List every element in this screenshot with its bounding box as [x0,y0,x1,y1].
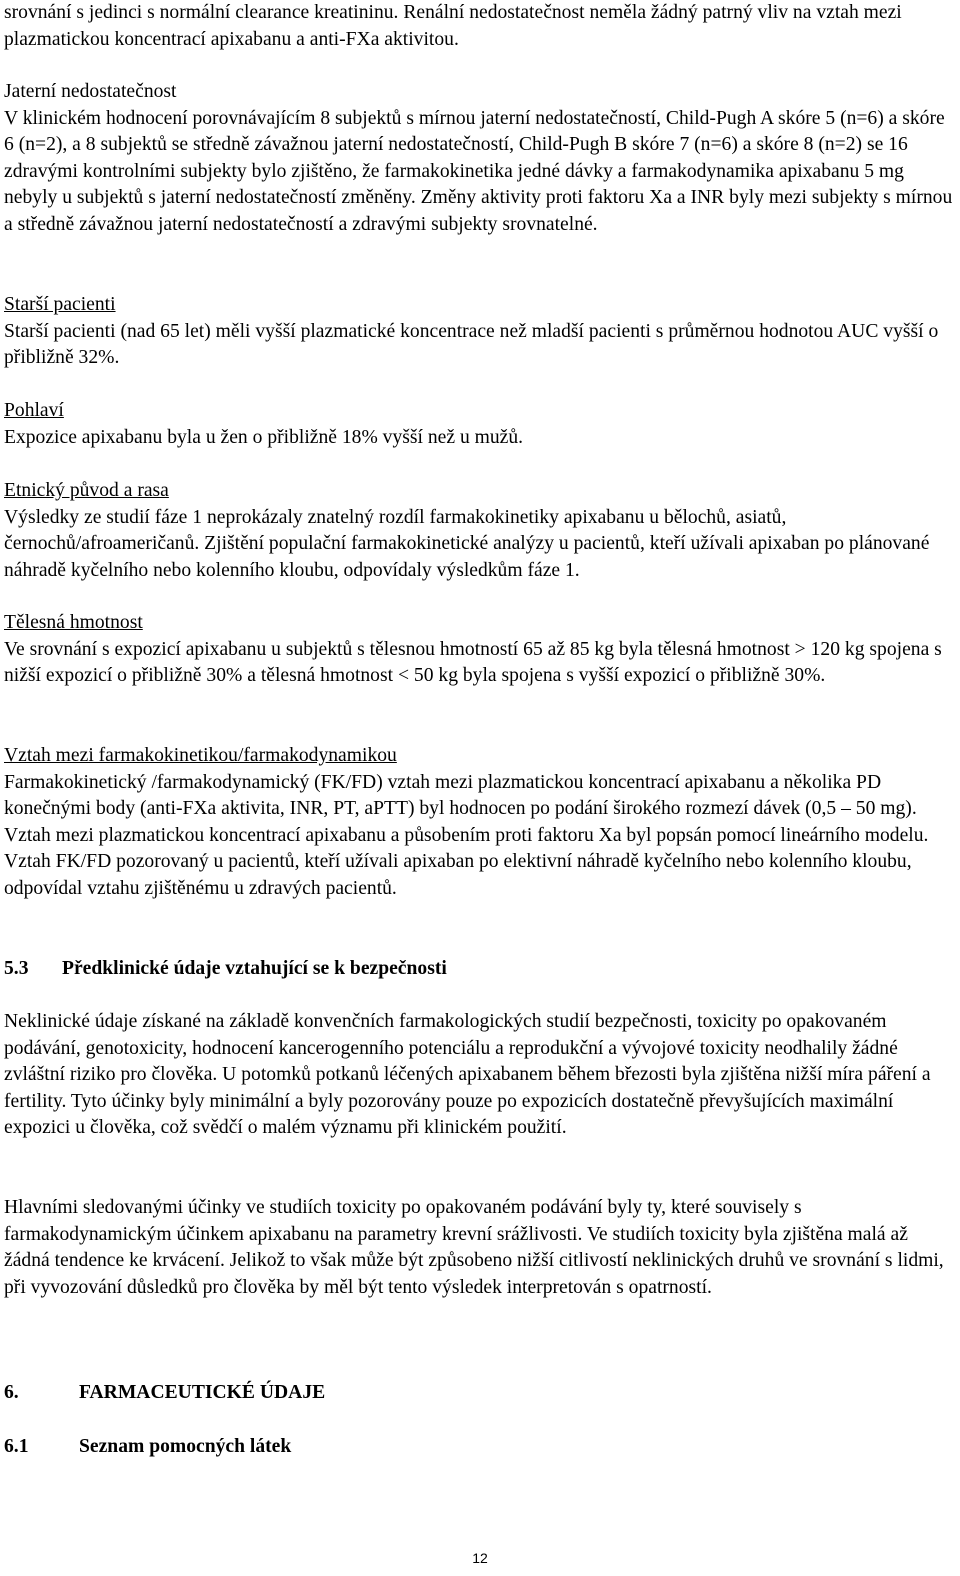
preclinical-paragraph-1: Neklinické údaje získané na základě konvenčních farmakologických studií bezpečnosti, toxicity po opakovaném podávání, genotoxicity, hodnocení kancerogenního potenciálu a reprodukční a vývojové toxicity neodhalily žádné zvláštní riziko pro člověka. U potomků potkanů léčených apixabanem během březosti byla zjištěna nižší míra páření a fertility. Tyto účinky byly minimální a byly pozorovány pouze po expozicích dostatečně převyšujících maximální expozici u člověka, což svědčí o malém významu při klinickém použití. [4,1011,931,1139]
pkpd-section [4,743,954,903]
hepatic-body: V klinickém hodnocení porovnávajícím 8 subjektů s mírnou jaterní nedostatečností, Child-Pugh A skóre 5 (n=6) a skóre 6 (n=2), a 8 subjektů se středně závažnou jaterní nedostatečností, Child-Pugh B skóre 7 (n=6) a skóre 8 (n=2) se 16 zdravými kontrolními subjekty bylo zjištěno, že farmakokinetika jedné dávky a farmakodynamika apixabanu 5 mg nebyly u subjektů s jaterní nedostatečností změněny. Změny aktivity proti faktoru Xa a INR byly mezi subjekty s mírnou a středně závažnou jaterní nedostatečností a zdravými subjekty srovnatelné. [4,107,953,235]
weight-body: Ve srovnání s expozicí apixabanu u subjektů s tělesnou hmotností 65 až 85 kg byla tělesná hmotnost > 120 kg spojena s nižší expozicí o přibližně 30% a tělesná hmotnost < 50 kg byla spojena s vyšší expozicí o přibližně 30%. [4,638,942,687]
gender-section [4,398,954,451]
intro-paragraph: srovnání s jedinci s normální clearance kreatininu. Renální nedostatečnost neměla žádný patrný vliv na vztah mezi plazmatickou koncentrací apixabanu a anti-FXa aktivitou. [4,2,902,50]
preclinical-paragraph-2: Hlavními sledovanými účinky ve studiích toxicity po opakovaném podávání byly ty, které souvisely s farmakodynamickým účinkem apixabanu na parametry krevní srážlivosti. Ve studiích toxicity byla zjištěna malá až žádná tendence ke krvácení. Jelikož to však může být způsobeno nižší citlivostí neklinických druhů ve srovnání s lidmi, při vyvozování důsledků pro člověka by měl být tento výsledek interpretován s opatrností. [4,1197,944,1298]
ethnicity-body: Výsledky ze studií fáze 1 neprokázaly znatelný rozdíl farmakokinetiky apixabanu u bělochů, asiatů, černochů/afroameričanů. Zjištění populační farmakokinetické analýzy u pacientů, kteří užívali apixaban po plánované náhradě kyčelního nebo kolenního kloubu, odpovídaly výsledkům fáze 1. [4,506,930,581]
weight-section [4,610,954,690]
section-6-heading [4,1380,954,1407]
elderly-body: Starší pacienti (nad 65 let) měli vyšší plazmatické koncentrace než mladší pacienti s průměrnou hodnotou AUC vyšší o přibližně 32%. [4,320,939,369]
ethnicity-heading: Etnický původ a rasa [4,480,169,501]
weight-heading: Tělesná hmotnost [4,612,143,633]
section-6-1-heading [4,1434,954,1461]
gender-heading: Pohlaví [4,400,64,421]
pkpd-body: Farmakokinetický /farmakodynamický (FK/FD) vztah mezi plazmatickou koncentrací apixabanu a několika PD konečnými body (anti-FXa aktivita, INR, PT, aPTT) byl hodnocen po podání širokého rozmezí dávek (0,5 – 50 mg). Vztah mezi plazmatickou koncentrací apixabanu a působením proti faktoru Xa byl popsán pomocí lineárního modelu. Vztah FK/FD pozorovaný u pacientů, kteří užívali apixaban po elektivní náhradě kyčelního nebo kolenního kloubu, odpovídal vztahu zjištěnému u zdravých pacientů. [4,771,929,899]
section-6-number: 6. [4,1382,19,1403]
elderly-section [4,292,954,372]
hepatic-section [4,79,954,239]
pkpd-heading: Vztah mezi farmakokinetikou/farmakodynamikou [4,745,397,766]
section-5-3-number: 5.3 [4,958,29,979]
section-6-1-title: Seznam pomocných látek [79,1436,292,1457]
page-number: 12 [472,1550,488,1566]
gender-body: Expozice apixabanu byla u žen o přibližně 18% vyšší než u mužů. [4,426,524,448]
section-5-3-heading [4,956,954,983]
hepatic-heading: Jaterní nedostatečnost [4,81,177,102]
section-5-3-title: Předklinické údaje vztahující se k bezpečnosti [62,958,447,979]
section-6-1-number: 6.1 [4,1436,29,1457]
elderly-heading: Starší pacienti [4,294,116,315]
ethnicity-section [4,478,954,584]
section-6-title: FARMACEUTICKÉ ÚDAJE [79,1382,326,1403]
